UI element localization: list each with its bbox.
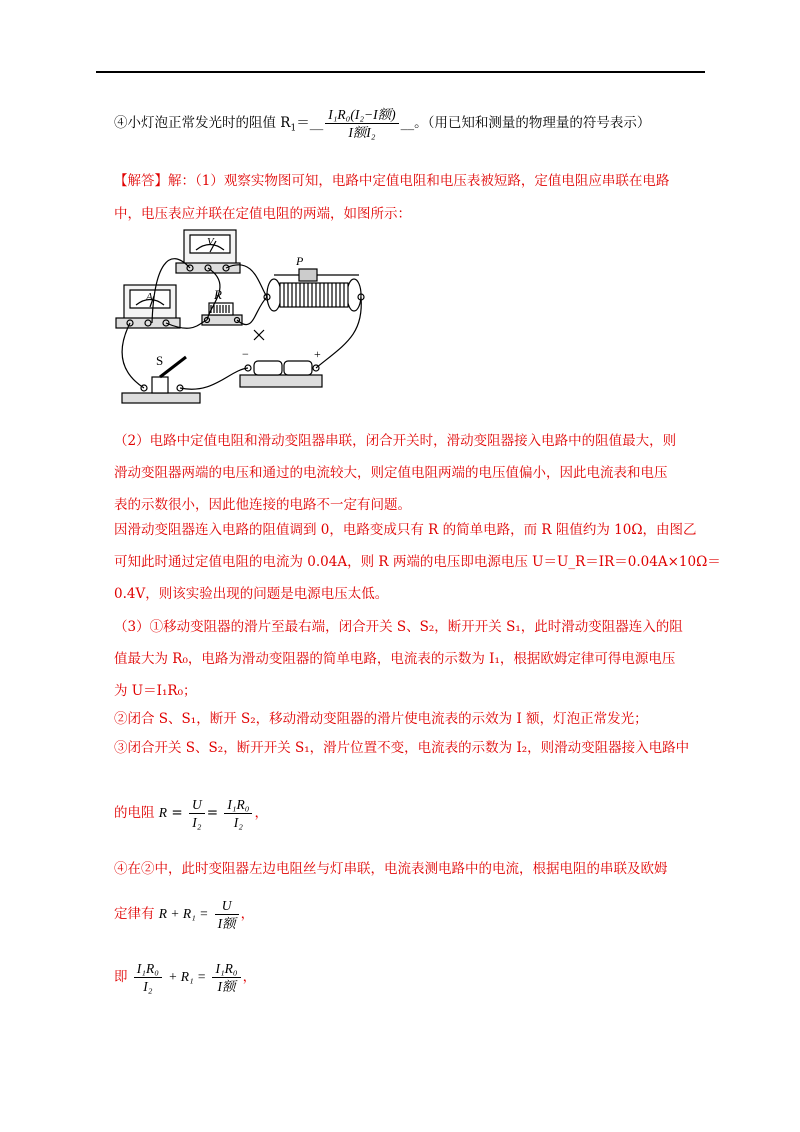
answer-p2-a: （2）电路中定值电阻和滑动变阻器串联，闭合开关时，滑动变阻器接入电路中的阻值最大，则 xyxy=(114,433,677,449)
circuit-diagram xyxy=(114,225,384,410)
answer-p2-e: 可知此时通过定值电阻的电流为 0.04A，则 R 两端的电压即电源电压 U＝U_R＝IR＝0.04A×10Ω＝ xyxy=(114,554,721,570)
answer-p3-d: ②闭合 S、S₁，断开 S₂，移动滑动变阻器的滑片使电流表的示效为 I 额，灯泡正常发光； xyxy=(114,711,648,727)
fixed-resistor xyxy=(202,303,242,325)
equation-3 xyxy=(114,960,256,995)
eq1-prefix: 的电阻 xyxy=(114,805,155,821)
header-rule xyxy=(96,71,705,73)
q4-numerator: I₁R₀(I₂−I额) xyxy=(325,106,398,124)
eq1-lhs: R xyxy=(158,805,168,820)
answer-p1-a-text: 解：（1）观察实物图可知，电路中定值电阻和电压表被短路，定值电阻应串联在电路 xyxy=(168,173,670,189)
eq3-den2: I额 xyxy=(217,979,236,994)
eq1-frac1 xyxy=(189,796,205,831)
short-mark xyxy=(254,330,264,340)
answer-p1-b: 中，电压表应并联在定值电阻的两端，如图所示： xyxy=(114,206,411,222)
equation-2 xyxy=(114,897,254,932)
eq3-den1: I₂ xyxy=(143,979,153,994)
eq3-frac2 xyxy=(212,960,240,995)
eq3-num2: I₁R₀ xyxy=(212,960,240,978)
answer-p3-a: （3）①移动变阻器的滑片至最右端，闭合开关 S、S₂，断开开关 S₁，此时滑动变阻器连入的阻 xyxy=(114,619,683,635)
ammeter-label: A xyxy=(146,291,153,303)
plus-label: + xyxy=(314,347,321,361)
eq1-num1: U xyxy=(189,796,205,814)
eq3-end: ， xyxy=(242,969,257,985)
wire xyxy=(180,368,248,389)
answer-p2-c: 表的示数很小，因此他连接的电路不一定有问题。 xyxy=(114,497,411,513)
answer-p3-c: 为 U＝I₁R₀； xyxy=(114,683,197,699)
answer-p1-a xyxy=(114,171,669,191)
eq1-num2: I₁R₀ xyxy=(224,796,252,814)
eq2-prefix: 定律有 xyxy=(114,906,155,922)
answer-tag: 【解答】 xyxy=(114,173,168,189)
q4-prefix: ④小灯泡正常发光时的阻值 R xyxy=(114,115,291,131)
eq2-lhs: R + R₁ = xyxy=(158,906,209,921)
answer-p2-f: 0.4V，则该实验出现的问题是电源电压太低。 xyxy=(114,586,389,602)
q4-suffix: __。（用已知和测量的物理量的符号表示） xyxy=(400,115,651,131)
slider-label: P xyxy=(296,254,304,268)
q4-denominator: I额I₂ xyxy=(348,125,376,140)
resistor-label: R xyxy=(214,287,222,302)
answer-p3-b: 值最大为 R₀，电路为滑动变阻器的简单电路，电流表的示数为 I₁，根据欧姆定律可得电源电压 xyxy=(114,651,676,667)
eq2-frac xyxy=(215,897,239,932)
eq1-den1: I₂ xyxy=(192,815,202,830)
eq3-frac1 xyxy=(134,960,162,995)
eq2-end: ， xyxy=(240,906,255,922)
eq1-den2: I₂ xyxy=(233,815,243,830)
eq3-mid: + R₁ = xyxy=(168,969,207,984)
eq1-end: ， xyxy=(254,805,268,821)
q4-sub: 1 xyxy=(290,123,297,134)
eq2-num: U xyxy=(215,897,239,915)
q4-eq: ＝__ xyxy=(296,115,324,131)
voltmeter-label: V xyxy=(207,236,214,248)
q4-fraction xyxy=(325,106,398,141)
minus-label: − xyxy=(242,347,249,361)
battery xyxy=(240,361,322,387)
eq3-num1: I₁R₀ xyxy=(134,960,162,978)
answer-p4-a: ④在②中，此时变阻器左边电阻丝与灯串联，电流表测电路中的电流，根据电阻的串联及欧姆 xyxy=(114,861,668,877)
answer-p2-b: 滑动变阻器两端的电压和通过的电流较大，则定值电阻两端的电压值偏小，因此电流表和电压 xyxy=(114,465,668,481)
answer-p2-d: 因滑动变阻器连入电路的阻值调到 0，电路变成只有 R 的简单电路，而 R 阻值约为 10Ω，由图乙 xyxy=(114,522,697,538)
question-4 xyxy=(114,106,650,141)
equation-1: 的电阻 R = $\frac{U}{\text{I₂}}$ = $\frac{\text{I₁R₀}}{\text{I₂}}$ ， xyxy=(114,797,268,830)
eq1-frac2 xyxy=(224,796,252,831)
answer-p3-e: ③闭合开关 S、S₂，断开开关 S₁，滑片位置不变，电流表的示数为 I₂，则滑动变阻器接入电路中 xyxy=(114,740,690,756)
eq3-prefix: 即 xyxy=(114,969,128,985)
switch-label: S xyxy=(156,353,164,368)
wire xyxy=(122,323,144,388)
eq2-den: I额 xyxy=(217,916,236,931)
slide-rheostat xyxy=(264,269,364,311)
